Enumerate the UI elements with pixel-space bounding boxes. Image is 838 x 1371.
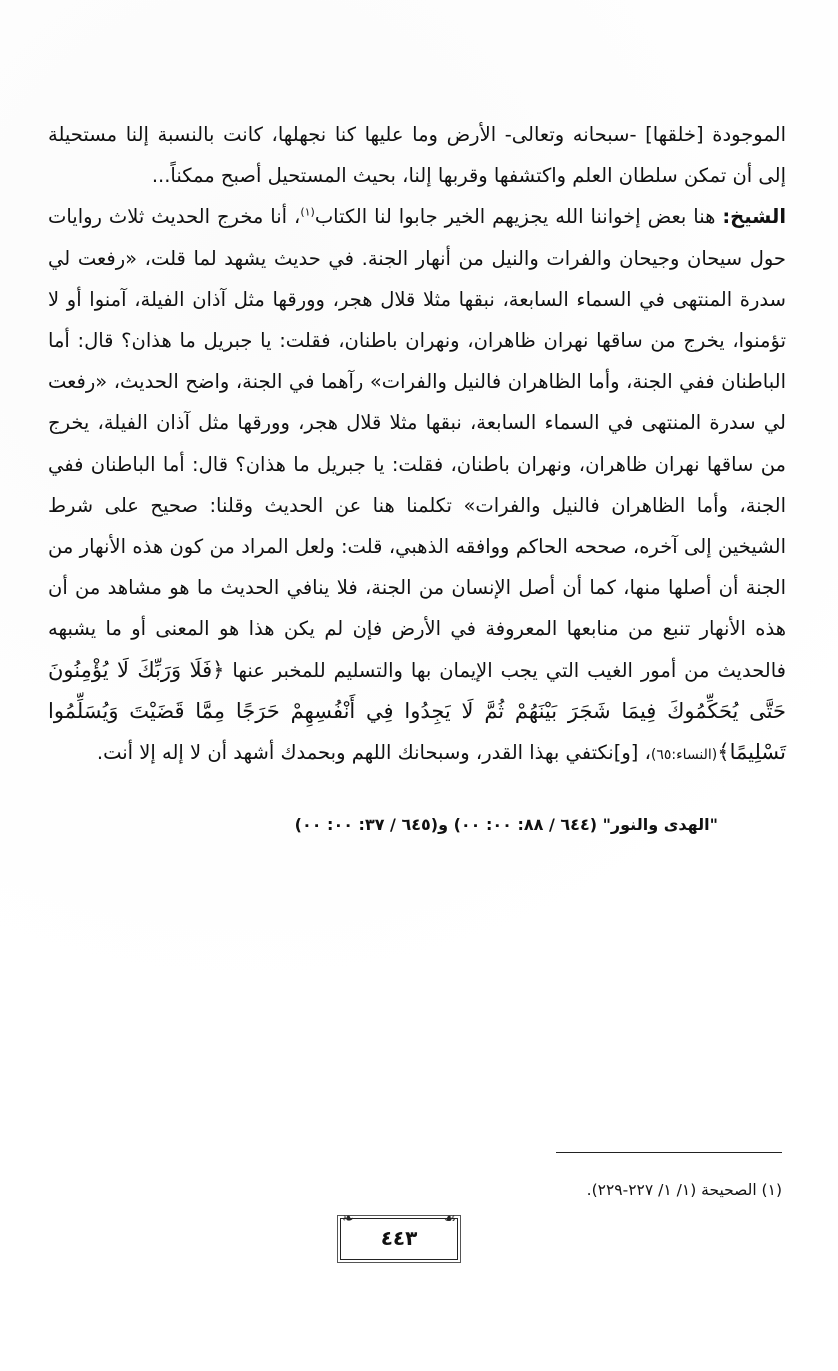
paragraph-text-b: ، أنا مخرج الحديث ثلاث روايات حول سيحان وجيحان والفرات والنيل من أنهار الجنة. في حديث يشهد لما قلت، «رفعت لي سدرة المنتهى في السماء السابعة، نبقها مثلا قلال هجر، وورقها مثل آذان الفيلة، آمنوا أو لا تؤمنوا، يخرج من ساقها نهران ظاهران، ونهران باطنان، فقلت: يا جبريل ما هذان؟ قال: أما الباطنان ففي الجنة، وأما الظاهران فالنيل والفرات» رآهما في الجنة، واضح الحديث، «رفعت لي سدرة المنتهى في السماء السابعة، نبقها مثلا قلال هجر، وورقها مثل آذان الفيلة، يخرج من ساقها نهران ظاهران، ونهران باطنان، فقلت: يا جبريل ما هذان؟ قال: أما الباطنان ففي الجنة، وأما الظاهران فالنيل والفرات» تكلمنا هنا عن الحديث وقلنا: صحيح على شرط الشيخين إلى آخره، صححه الحاكم ووافقه الذهبي، قلت: ولعل المراد من كون هذه الأنهار من الجنة أن أصلها منها، كما أن أصل الإنسان من الجنة، فلا ينافي الحديث ما هو مشاهد من أن هذه الأنهار تنبع من منابعها المعروفة في الأرض فإن لم يكن هذا هو المعنى أو ما يشبهه فالحديث من أمور الغيب التي يجب الإيمان بها والتسليم للمخبر عنها [48,205,786,682]
main-text [48,114,786,776]
footnote-divider [556,1152,782,1153]
paragraph-intro: الموجودة [خلقها] -سبحانه وتعالى- الأرض وما عليها كنا نجهلها، كانت بالنسبة إلنا مستحيلة إلى أن تمكن سلطان العلم واكتشفها وقربها إلنا، بحيث المستحيل أصبح ممكناً... [48,123,786,188]
paragraph-text-c: ، [و]نكتفي بهذا القدر، وسبحانك اللهم وبحمدك أشهد أن لا إله إلا أنت. [96,741,651,765]
paragraph-text-a: هنا بعض إخواننا الله يجزيهم الخير جابوا لنا الكتاب [314,205,723,229]
page-number: ٤٤٣ [380,1226,418,1250]
quran-reference: (النساء:٦٥) [650,747,718,764]
paragraph-sheikh [48,196,786,776]
quran-verse: ﴿فَلَا وَرَبِّكَ لَا يُؤْمِنُونَ حَتَّى يُحَكِّمُوكَ فِيمَا شَجَرَ بَيْنَهُمْ ثُمَّ لَا يَجِدُوا فِي أَنْفُسِهِمْ حَرَجًا مِمَّا قَضَيْتَ وَيُسَلِّمُوا تَسْلِيمًا﴾ [48,657,786,765]
speaker-label: الشيخ: [722,205,787,229]
ornament-right-icon: ☙ [443,1211,456,1227]
source-citation: "الهدى والنور" (٦٤٤ / ٨٨: ٠٠: ٠٠) و(٦٤٥ / ٣٧: ٠٠: ٠٠) [294,815,718,834]
page-number-box [340,1211,458,1260]
footnote: (١) الصحيحة (١/ ١/ ٢٢٧-٢٢٩). [586,1181,782,1199]
footnote-marker: (١) [300,205,315,219]
ornament-left-icon: ❧ [342,1211,354,1227]
